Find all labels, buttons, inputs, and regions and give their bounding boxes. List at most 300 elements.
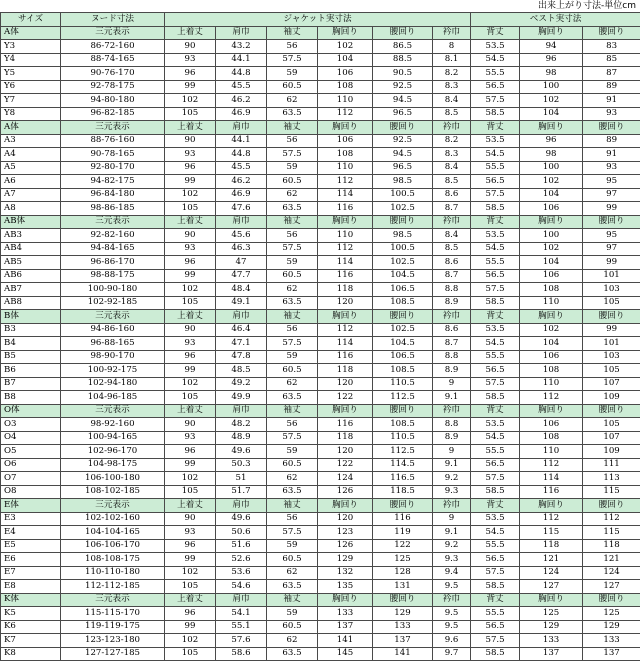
jacket-chest-value: 120 bbox=[318, 296, 373, 310]
size-code: AB5 bbox=[1, 256, 61, 270]
shoulder-width-value: 43.2 bbox=[216, 40, 267, 54]
vest-length-value: 53.5 bbox=[471, 40, 520, 54]
size-code: E6 bbox=[1, 553, 61, 567]
collar-width-value: 9.5 bbox=[433, 620, 471, 634]
shoulder-width-value: 49.9 bbox=[216, 391, 267, 405]
group-header-row bbox=[1, 593, 640, 607]
vest-length-value: 58.5 bbox=[471, 580, 520, 594]
jacket-waist-value: 100.5 bbox=[373, 242, 433, 256]
size-code: B8 bbox=[1, 391, 61, 405]
vest-chest-value: 104 bbox=[520, 188, 583, 202]
shoulder-width-value: 58.6 bbox=[216, 647, 267, 661]
jacket-waist-value: 118.5 bbox=[373, 485, 433, 499]
sleeve-length-value: 63.5 bbox=[267, 296, 318, 310]
vest-chest-value: 118 bbox=[520, 539, 583, 553]
jacket-chest-value: 126 bbox=[318, 539, 373, 553]
sleeve-length-value: 56 bbox=[267, 512, 318, 526]
table-row bbox=[1, 323, 640, 337]
jacket-length-value: 93 bbox=[165, 431, 216, 445]
jacket-chest-value: 122 bbox=[318, 458, 373, 472]
sankigen-label: 三元表示 bbox=[61, 593, 165, 607]
collar-width-value: 8.8 bbox=[433, 283, 471, 297]
nude-measurement: 90-76-170 bbox=[61, 67, 165, 81]
shoulder-width-value: 50.3 bbox=[216, 458, 267, 472]
sleeve-length-value: 62 bbox=[267, 283, 318, 297]
jacket-chest-value: 116 bbox=[318, 202, 373, 216]
jacket-length-value: 96 bbox=[165, 256, 216, 270]
sleeve-length-value: 59 bbox=[267, 350, 318, 364]
vest-chest-value: 106 bbox=[520, 202, 583, 216]
sleeve-length-value: 56 bbox=[267, 323, 318, 337]
nude-measurement: 98-86-185 bbox=[61, 202, 165, 216]
sleeve-length-value: 56 bbox=[267, 40, 318, 54]
size-code: B3 bbox=[1, 323, 61, 337]
jacket-chest-header: 胸回り bbox=[318, 593, 373, 607]
jacket-length-value: 102 bbox=[165, 377, 216, 391]
jacket-chest-value: 118 bbox=[318, 283, 373, 297]
nude-measurement: 86-72-160 bbox=[61, 40, 165, 54]
collar-width-value: 9.6 bbox=[433, 634, 471, 648]
shoulder-width-value: 51 bbox=[216, 472, 267, 486]
size-code: AB7 bbox=[1, 283, 61, 297]
collar-width-value: 8.5 bbox=[433, 175, 471, 189]
jacket-length-value: 99 bbox=[165, 458, 216, 472]
table-row bbox=[1, 40, 640, 54]
table-row bbox=[1, 472, 640, 486]
vest-waist-value: 111 bbox=[583, 458, 640, 472]
shoulder-width-header: 肩巾 bbox=[216, 215, 267, 229]
header-size: サイズ bbox=[1, 13, 61, 27]
jacket-length-header: 上着丈 bbox=[165, 121, 216, 135]
jacket-length-value: 105 bbox=[165, 580, 216, 594]
vest-length-value: 56.5 bbox=[471, 364, 520, 378]
jacket-chest-value: 122 bbox=[318, 391, 373, 405]
jacket-length-value: 99 bbox=[165, 175, 216, 189]
vest-waist-header: 腰回り bbox=[583, 593, 640, 607]
jacket-waist-value: 128 bbox=[373, 566, 433, 580]
nude-measurement: 108-108-175 bbox=[61, 553, 165, 567]
collar-width-header: 衿巾 bbox=[433, 404, 471, 418]
size-code: Y5 bbox=[1, 67, 61, 81]
shoulder-width-value: 55.1 bbox=[216, 620, 267, 634]
jacket-chest-header: 胸回り bbox=[318, 404, 373, 418]
collar-width-value: 8.4 bbox=[433, 94, 471, 108]
vest-chest-value: 110 bbox=[520, 296, 583, 310]
vest-waist-value: 107 bbox=[583, 431, 640, 445]
sankigen-label: 三元表示 bbox=[61, 499, 165, 513]
jacket-waist-value: 100.5 bbox=[373, 188, 433, 202]
vest-waist-value: 105 bbox=[583, 296, 640, 310]
jacket-length-header: 上着丈 bbox=[165, 215, 216, 229]
jacket-chest-header: 胸回り bbox=[318, 310, 373, 324]
sleeve-length-value: 62 bbox=[267, 472, 318, 486]
table-row bbox=[1, 539, 640, 553]
size-code: A5 bbox=[1, 161, 61, 175]
vest-chest-value: 98 bbox=[520, 148, 583, 162]
vest-chest-value: 102 bbox=[520, 242, 583, 256]
nude-measurement: 100-92-175 bbox=[61, 364, 165, 378]
collar-width-value: 8.6 bbox=[433, 188, 471, 202]
jacket-length-value: 96 bbox=[165, 350, 216, 364]
nude-measurement: 92-82-160 bbox=[61, 229, 165, 243]
nude-measurement: 112-112-185 bbox=[61, 580, 165, 594]
collar-width-header: 衿巾 bbox=[433, 499, 471, 513]
sleeve-length-value: 63.5 bbox=[267, 485, 318, 499]
jacket-length-value: 102 bbox=[165, 94, 216, 108]
size-code: B7 bbox=[1, 377, 61, 391]
collar-width-value: 8.2 bbox=[433, 134, 471, 148]
jacket-chest-value: 108 bbox=[318, 148, 373, 162]
jacket-waist-value: 90.5 bbox=[373, 67, 433, 81]
size-code: AB6 bbox=[1, 269, 61, 283]
jacket-chest-value: 108 bbox=[318, 80, 373, 94]
sleeve-length-header: 袖丈 bbox=[267, 121, 318, 135]
collar-width-value: 8.3 bbox=[433, 80, 471, 94]
shoulder-width-value: 45.5 bbox=[216, 80, 267, 94]
size-code: K5 bbox=[1, 607, 61, 621]
vest-waist-value: 115 bbox=[583, 526, 640, 540]
jacket-length-value: 99 bbox=[165, 269, 216, 283]
jacket-waist-value: 110.5 bbox=[373, 377, 433, 391]
jacket-waist-value: 106.5 bbox=[373, 350, 433, 364]
sleeve-length-value: 56 bbox=[267, 418, 318, 432]
jacket-chest-value: 124 bbox=[318, 472, 373, 486]
vest-length-value: 58.5 bbox=[471, 485, 520, 499]
size-code: E3 bbox=[1, 512, 61, 526]
jacket-chest-value: 120 bbox=[318, 445, 373, 459]
nude-measurement: 104-104-165 bbox=[61, 526, 165, 540]
vest-chest-value: 115 bbox=[520, 526, 583, 540]
size-code: E7 bbox=[1, 566, 61, 580]
table-row bbox=[1, 202, 640, 216]
sleeve-length-value: 60.5 bbox=[267, 175, 318, 189]
collar-width-value: 9.2 bbox=[433, 539, 471, 553]
jacket-length-value: 105 bbox=[165, 647, 216, 661]
jacket-waist-header: 腰回り bbox=[373, 121, 433, 135]
vest-waist-value: 101 bbox=[583, 337, 640, 351]
vest-waist-value: 105 bbox=[583, 364, 640, 378]
jacket-waist-value: 96.5 bbox=[373, 161, 433, 175]
vest-waist-value: 113 bbox=[583, 472, 640, 486]
jacket-waist-value: 114.5 bbox=[373, 458, 433, 472]
shoulder-width-value: 47 bbox=[216, 256, 267, 270]
size-code: B6 bbox=[1, 364, 61, 378]
nude-measurement: 100-94-165 bbox=[61, 431, 165, 445]
sleeve-length-header: 袖丈 bbox=[267, 310, 318, 324]
jacket-length-value: 99 bbox=[165, 620, 216, 634]
jacket-waist-value: 141 bbox=[373, 647, 433, 661]
vest-waist-value: 99 bbox=[583, 202, 640, 216]
shoulder-width-value: 52.6 bbox=[216, 553, 267, 567]
jacket-chest-value: 110 bbox=[318, 94, 373, 108]
nude-measurement: 104-96-185 bbox=[61, 391, 165, 405]
collar-width-value: 8.6 bbox=[433, 256, 471, 270]
vest-chest-value: 116 bbox=[520, 485, 583, 499]
nude-measurement: 110-110-180 bbox=[61, 566, 165, 580]
sleeve-length-value: 57.5 bbox=[267, 242, 318, 256]
jacket-length-value: 99 bbox=[165, 553, 216, 567]
shoulder-width-value: 44.1 bbox=[216, 53, 267, 67]
collar-width-value: 8.4 bbox=[433, 229, 471, 243]
jacket-length-value: 102 bbox=[165, 472, 216, 486]
table-row bbox=[1, 283, 640, 297]
vest-chest-value: 108 bbox=[520, 431, 583, 445]
group-header-row bbox=[1, 404, 640, 418]
table-row bbox=[1, 148, 640, 162]
jacket-chest-value: 129 bbox=[318, 553, 373, 567]
vest-chest-value: 125 bbox=[520, 607, 583, 621]
nude-measurement: 94-84-165 bbox=[61, 242, 165, 256]
vest-length-header: 背丈 bbox=[471, 499, 520, 513]
jacket-length-value: 93 bbox=[165, 242, 216, 256]
vest-waist-value: 95 bbox=[583, 229, 640, 243]
jacket-chest-value: 116 bbox=[318, 418, 373, 432]
collar-width-value: 9.1 bbox=[433, 391, 471, 405]
size-code: K6 bbox=[1, 620, 61, 634]
shoulder-width-value: 57.6 bbox=[216, 634, 267, 648]
jacket-waist-value: 116 bbox=[373, 512, 433, 526]
vest-length-header: 背丈 bbox=[471, 404, 520, 418]
size-code: A8 bbox=[1, 202, 61, 216]
sleeve-length-value: 60.5 bbox=[267, 80, 318, 94]
vest-length-value: 56.5 bbox=[471, 620, 520, 634]
vest-length-value: 53.5 bbox=[471, 512, 520, 526]
vest-length-value: 54.5 bbox=[471, 526, 520, 540]
table-row bbox=[1, 553, 640, 567]
table-row bbox=[1, 647, 640, 661]
jacket-waist-header: 腰回り bbox=[373, 310, 433, 324]
vest-length-value: 57.5 bbox=[471, 377, 520, 391]
vest-chest-value: 104 bbox=[520, 337, 583, 351]
vest-waist-header: 腰回り bbox=[583, 310, 640, 324]
vest-chest-value: 108 bbox=[520, 283, 583, 297]
nude-measurement: 98-88-175 bbox=[61, 269, 165, 283]
jacket-waist-value: 96.5 bbox=[373, 107, 433, 121]
sleeve-length-value: 63.5 bbox=[267, 580, 318, 594]
collar-width-header: 衿巾 bbox=[433, 121, 471, 135]
sankigen-label: 三元表示 bbox=[61, 310, 165, 324]
sleeve-length-value: 57.5 bbox=[267, 148, 318, 162]
jacket-waist-value: 133 bbox=[373, 620, 433, 634]
table-row bbox=[1, 566, 640, 580]
collar-width-header: 衿巾 bbox=[433, 215, 471, 229]
nude-measurement: 94-80-180 bbox=[61, 94, 165, 108]
collar-width-value: 9.5 bbox=[433, 580, 471, 594]
shoulder-width-header: 肩巾 bbox=[216, 404, 267, 418]
size-code: AB8 bbox=[1, 296, 61, 310]
collar-width-value: 8.2 bbox=[433, 67, 471, 81]
sleeve-length-value: 62 bbox=[267, 377, 318, 391]
vest-waist-value: 109 bbox=[583, 445, 640, 459]
vest-waist-value: 93 bbox=[583, 107, 640, 121]
nude-measurement: 94-82-175 bbox=[61, 175, 165, 189]
vest-chest-value: 94 bbox=[520, 40, 583, 54]
jacket-length-value: 96 bbox=[165, 161, 216, 175]
jacket-length-value: 96 bbox=[165, 607, 216, 621]
shoulder-width-value: 47.8 bbox=[216, 350, 267, 364]
jacket-waist-header: 腰回り bbox=[373, 26, 433, 40]
sleeve-length-value: 63.5 bbox=[267, 202, 318, 216]
nude-measurement: 100-90-180 bbox=[61, 283, 165, 297]
vest-length-header: 背丈 bbox=[471, 121, 520, 135]
vest-waist-header: 腰回り bbox=[583, 215, 640, 229]
shoulder-width-value: 51.6 bbox=[216, 539, 267, 553]
jacket-chest-header: 胸回り bbox=[318, 215, 373, 229]
collar-width-value: 8.9 bbox=[433, 296, 471, 310]
jacket-length-value: 96 bbox=[165, 67, 216, 81]
jacket-length-header: 上着丈 bbox=[165, 26, 216, 40]
table-row bbox=[1, 188, 640, 202]
jacket-waist-value: 137 bbox=[373, 634, 433, 648]
sankigen-label: 三元表示 bbox=[61, 404, 165, 418]
sleeve-length-value: 62 bbox=[267, 566, 318, 580]
collar-width-value: 8.7 bbox=[433, 269, 471, 283]
size-code: A6 bbox=[1, 175, 61, 189]
sankigen-label: 三元表示 bbox=[61, 26, 165, 40]
vest-waist-header: 腰回り bbox=[583, 26, 640, 40]
nude-measurement: 96-86-170 bbox=[61, 256, 165, 270]
vest-length-value: 57.5 bbox=[471, 94, 520, 108]
nude-measurement: 119-119-175 bbox=[61, 620, 165, 634]
vest-length-value: 55.5 bbox=[471, 445, 520, 459]
vest-waist-value: 129 bbox=[583, 620, 640, 634]
vest-length-header: 背丈 bbox=[471, 593, 520, 607]
table-row bbox=[1, 431, 640, 445]
size-code: Y4 bbox=[1, 53, 61, 67]
vest-chest-value: 112 bbox=[520, 458, 583, 472]
table-row bbox=[1, 350, 640, 364]
jacket-waist-value: 104.5 bbox=[373, 269, 433, 283]
header-jacket: ジャケット実寸法 bbox=[165, 13, 471, 27]
sleeve-length-value: 56 bbox=[267, 229, 318, 243]
size-code: Y7 bbox=[1, 94, 61, 108]
size-code: AB4 bbox=[1, 242, 61, 256]
vest-chest-value: 96 bbox=[520, 53, 583, 67]
size-code: O3 bbox=[1, 418, 61, 432]
vest-chest-value: 100 bbox=[520, 229, 583, 243]
vest-chest-value: 102 bbox=[520, 175, 583, 189]
body-type-label: A体 bbox=[1, 26, 61, 40]
shoulder-width-value: 46.9 bbox=[216, 107, 267, 121]
jacket-length-value: 90 bbox=[165, 512, 216, 526]
jacket-length-value: 90 bbox=[165, 40, 216, 54]
table-row bbox=[1, 296, 640, 310]
table-row bbox=[1, 53, 640, 67]
table-row bbox=[1, 364, 640, 378]
table-row bbox=[1, 134, 640, 148]
shoulder-width-value: 46.3 bbox=[216, 242, 267, 256]
table-row bbox=[1, 512, 640, 526]
vest-length-value: 58.5 bbox=[471, 107, 520, 121]
table-row bbox=[1, 458, 640, 472]
collar-width-value: 8.1 bbox=[433, 53, 471, 67]
table-row bbox=[1, 175, 640, 189]
size-code: A7 bbox=[1, 188, 61, 202]
collar-width-value: 9.3 bbox=[433, 553, 471, 567]
vest-waist-value: 83 bbox=[583, 40, 640, 54]
vest-waist-value: 93 bbox=[583, 161, 640, 175]
collar-width-value: 8.9 bbox=[433, 364, 471, 378]
sleeve-length-value: 59 bbox=[267, 67, 318, 81]
collar-width-value: 9.7 bbox=[433, 647, 471, 661]
size-code: AB3 bbox=[1, 229, 61, 243]
jacket-length-value: 93 bbox=[165, 337, 216, 351]
nude-measurement: 92-80-170 bbox=[61, 161, 165, 175]
vest-chest-value: 98 bbox=[520, 67, 583, 81]
jacket-length-value: 102 bbox=[165, 283, 216, 297]
vest-waist-value: 115 bbox=[583, 485, 640, 499]
vest-chest-value: 110 bbox=[520, 377, 583, 391]
shoulder-width-value: 54.1 bbox=[216, 607, 267, 621]
header-nude: ヌード寸法 bbox=[61, 13, 165, 27]
nude-measurement: 98-92-160 bbox=[61, 418, 165, 432]
sleeve-length-value: 56 bbox=[267, 134, 318, 148]
table-row bbox=[1, 620, 640, 634]
collar-width-value: 8.9 bbox=[433, 431, 471, 445]
vest-waist-value: 95 bbox=[583, 175, 640, 189]
vest-waist-value: 89 bbox=[583, 134, 640, 148]
body-type-label: B体 bbox=[1, 310, 61, 324]
table-row bbox=[1, 94, 640, 108]
vest-length-value: 58.5 bbox=[471, 391, 520, 405]
vest-length-value: 56.5 bbox=[471, 553, 520, 567]
table-row bbox=[1, 607, 640, 621]
sleeve-length-value: 57.5 bbox=[267, 53, 318, 67]
jacket-waist-value: 110.5 bbox=[373, 431, 433, 445]
size-code: O4 bbox=[1, 431, 61, 445]
jacket-chest-value: 132 bbox=[318, 566, 373, 580]
jacket-length-value: 90 bbox=[165, 323, 216, 337]
size-code: K7 bbox=[1, 634, 61, 648]
vest-waist-value: 124 bbox=[583, 566, 640, 580]
jacket-waist-value: 119 bbox=[373, 526, 433, 540]
jacket-waist-value: 98.5 bbox=[373, 175, 433, 189]
vest-waist-header: 腰回り bbox=[583, 404, 640, 418]
vest-length-value: 55.5 bbox=[471, 350, 520, 364]
group-header-row bbox=[1, 215, 640, 229]
sleeve-length-value: 57.5 bbox=[267, 431, 318, 445]
vest-waist-value: 91 bbox=[583, 148, 640, 162]
vest-waist-value: 101 bbox=[583, 269, 640, 283]
vest-length-value: 54.5 bbox=[471, 242, 520, 256]
vest-waist-value: 125 bbox=[583, 607, 640, 621]
jacket-waist-value: 122 bbox=[373, 539, 433, 553]
vest-chest-value: 133 bbox=[520, 634, 583, 648]
collar-width-value: 8.7 bbox=[433, 337, 471, 351]
vest-waist-value: 103 bbox=[583, 283, 640, 297]
vest-chest-header: 胸回り bbox=[520, 310, 583, 324]
collar-width-header: 衿巾 bbox=[433, 310, 471, 324]
jacket-chest-value: 114 bbox=[318, 256, 373, 270]
vest-waist-value: 97 bbox=[583, 242, 640, 256]
vest-length-value: 55.5 bbox=[471, 161, 520, 175]
vest-length-value: 55.5 bbox=[471, 607, 520, 621]
jacket-length-value: 105 bbox=[165, 391, 216, 405]
body-type-label: AB体 bbox=[1, 215, 61, 229]
table-header-row bbox=[1, 13, 640, 27]
vest-length-value: 53.5 bbox=[471, 418, 520, 432]
table-row bbox=[1, 161, 640, 175]
vest-chest-value: 102 bbox=[520, 323, 583, 337]
jacket-length-value: 99 bbox=[165, 80, 216, 94]
body-type-label: O体 bbox=[1, 404, 61, 418]
collar-width-value: 8.5 bbox=[433, 242, 471, 256]
jacket-chest-value: 126 bbox=[318, 485, 373, 499]
vest-waist-value: 103 bbox=[583, 350, 640, 364]
nude-measurement: 96-88-165 bbox=[61, 337, 165, 351]
size-code: B4 bbox=[1, 337, 61, 351]
collar-width-value: 8.4 bbox=[433, 161, 471, 175]
